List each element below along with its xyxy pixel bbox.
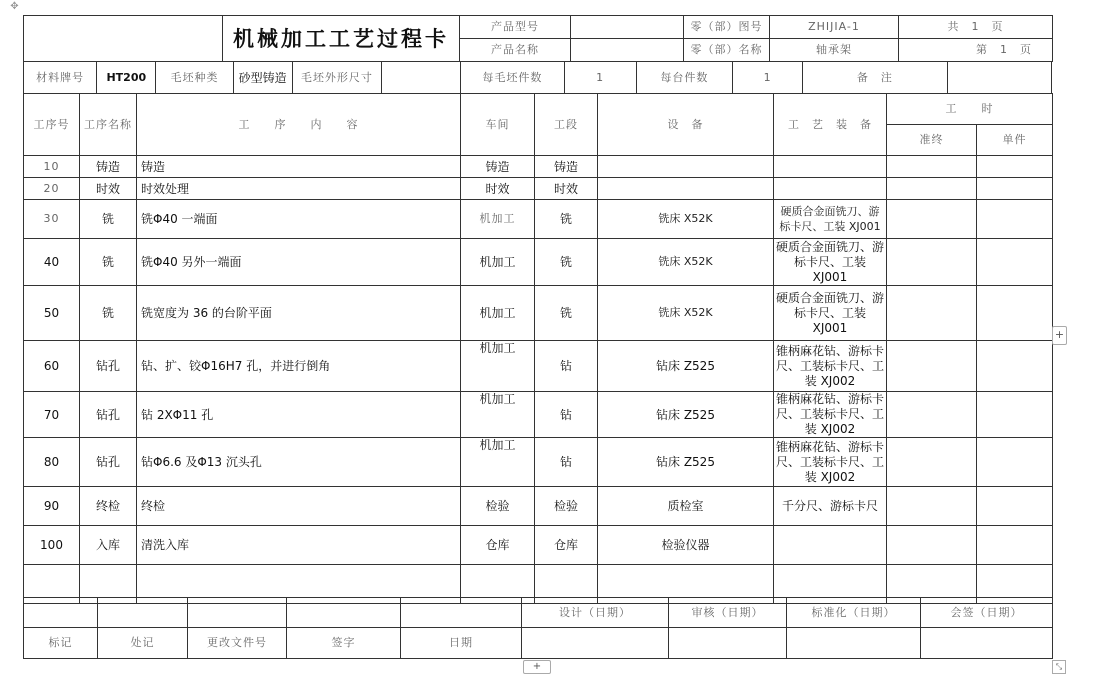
op-content-cell[interactable]: 铣Φ40 另外一端面	[137, 239, 461, 286]
tooling-cell[interactable]: 千分尺、游标卡尺	[774, 487, 887, 526]
part-name-label: 零（部）名称	[684, 39, 770, 62]
blank-type-value[interactable]: 砂型铸造	[233, 62, 292, 94]
equipment-cell[interactable]: 钻床 Z525	[598, 438, 774, 487]
col-section: 工段	[535, 94, 598, 156]
per-blank-value[interactable]: 1	[564, 62, 636, 94]
product-name-label: 产品名称	[460, 39, 571, 62]
unit-cell[interactable]	[977, 392, 1053, 438]
workshop-cell[interactable]: 机加工	[461, 200, 535, 239]
footer-blank	[188, 598, 287, 628]
workshop-cell[interactable]: 机加工	[461, 341, 535, 392]
prep-cell[interactable]	[887, 392, 977, 438]
table-row	[24, 156, 1053, 178]
workshop-cell[interactable]: 机加工	[461, 286, 535, 341]
tooling-cell[interactable]: 硬质合金面铣刀、游标卡尺、工装 XJ001	[774, 200, 887, 239]
signature-label: 签字	[287, 628, 401, 659]
col-tooling: 工 艺 装 备	[774, 94, 887, 156]
place-label: 处记	[98, 628, 188, 659]
col-equipment: 设 备	[598, 94, 774, 156]
col-hours: 工 时	[887, 94, 1053, 125]
add-column-button[interactable]: +	[1052, 326, 1067, 345]
equipment-cell[interactable]	[598, 178, 774, 200]
prep-cell[interactable]	[887, 156, 977, 178]
table-move-handle-icon[interactable]: ✥	[10, 1, 19, 12]
op-content-cell[interactable]: 时效处理	[137, 178, 461, 200]
prep-cell[interactable]	[887, 487, 977, 526]
section-cell[interactable]: 铣	[535, 286, 598, 341]
part-name-value[interactable]: 轴承架	[770, 39, 899, 62]
op-name-cell[interactable]: 终检	[80, 487, 137, 526]
header-table	[23, 15, 1053, 62]
design-date-label: 设计（日期）	[522, 598, 669, 628]
unit-cell[interactable]	[977, 286, 1053, 341]
total-pages: 共 1 页	[899, 16, 1053, 39]
col-op-no: 工序号	[24, 94, 80, 156]
part-no-label: 零（部）图号	[684, 16, 770, 39]
per-blank-label: 每毛坯件数	[461, 62, 564, 94]
prep-cell[interactable]	[887, 286, 977, 341]
part-no-value[interactable]: ZHIJIA-1	[770, 16, 899, 39]
equipment-cell[interactable]: 质检室	[598, 487, 774, 526]
footer-blank	[24, 598, 98, 628]
table-row	[24, 526, 1053, 565]
add-row-button[interactable]: +	[523, 660, 551, 674]
tooling-cell[interactable]	[774, 526, 887, 565]
equipment-cell[interactable]: 铣床 X52K	[598, 200, 774, 239]
table-row	[24, 392, 1053, 438]
op-name-cell[interactable]: 钻孔	[80, 341, 137, 392]
op-name-cell[interactable]: 铸造	[80, 156, 137, 178]
blank-size-value[interactable]	[382, 62, 461, 94]
op-content-cell[interactable]: 清洗入库	[137, 526, 461, 565]
table-resize-handle-icon[interactable]: ⤡	[1052, 660, 1066, 674]
page-number: 第 1 页	[899, 39, 1053, 62]
unit-cell[interactable]	[977, 526, 1053, 565]
blank-size-label: 毛坯外形尺寸	[292, 62, 381, 94]
footer-blank	[401, 598, 522, 628]
section-cell[interactable]: 铣	[535, 239, 598, 286]
remark-label: 备 注	[803, 62, 947, 94]
table-row	[24, 239, 1053, 286]
change-doc-label: 更改文件号	[188, 628, 287, 659]
op-content-cell[interactable]: 铣宽度为 36 的台阶平面	[137, 286, 461, 341]
countersign-date-value[interactable]	[921, 628, 1053, 659]
equipment-cell[interactable]: 钻床 Z525	[598, 341, 774, 392]
col-unit: 单件	[977, 125, 1053, 156]
remark-value[interactable]	[947, 62, 1051, 94]
equipment-cell[interactable]: 铣床 X52K	[598, 286, 774, 341]
equipment-cell[interactable]: 铣床 X52K	[598, 239, 774, 286]
workshop-cell[interactable]: 机加工	[461, 239, 535, 286]
workshop-cell[interactable]: 检验	[461, 487, 535, 526]
col-op-content: 工 序 内 容	[137, 94, 461, 156]
op-name-cell[interactable]: 钻孔	[80, 392, 137, 438]
op-no-cell[interactable]: 90	[24, 487, 80, 526]
section-cell[interactable]: 时效	[535, 178, 598, 200]
workshop-cell[interactable]: 仓库	[461, 526, 535, 565]
section-cell[interactable]: 钻	[535, 341, 598, 392]
unit-cell[interactable]	[977, 200, 1053, 239]
op-no-cell[interactable]: 60	[24, 341, 80, 392]
design-date-value[interactable]	[522, 628, 669, 659]
section-cell[interactable]: 仓库	[535, 526, 598, 565]
op-content-cell[interactable]: 终检	[137, 487, 461, 526]
blank-type-label: 毛坯种类	[156, 62, 233, 94]
table-row	[24, 200, 1053, 239]
prep-cell[interactable]	[887, 239, 977, 286]
equipment-cell[interactable]: 检验仪器	[598, 526, 774, 565]
workshop-cell[interactable]: 时效	[461, 178, 535, 200]
op-no-cell[interactable]: 30	[24, 200, 80, 239]
op-content-cell[interactable]: 铸造	[137, 156, 461, 178]
equipment-cell[interactable]	[598, 156, 774, 178]
material-table	[23, 61, 1052, 94]
op-no-cell[interactable]: 20	[24, 178, 80, 200]
per-unit-value[interactable]: 1	[733, 62, 803, 94]
op-name-cell[interactable]: 钻孔	[80, 438, 137, 487]
op-content-cell[interactable]: 钻Φ6.6 及Φ13 沉头孔	[137, 438, 461, 487]
prep-cell[interactable]	[887, 526, 977, 565]
prep-cell[interactable]	[887, 438, 977, 487]
process-table	[23, 93, 1053, 604]
tooling-cell[interactable]	[774, 178, 887, 200]
workshop-cell[interactable]: 机加工	[461, 392, 535, 438]
mark-label: 标记	[24, 628, 98, 659]
op-no-cell[interactable]: 100	[24, 526, 80, 565]
prep-cell[interactable]	[887, 341, 977, 392]
unit-cell[interactable]	[977, 178, 1053, 200]
review-date-value[interactable]	[669, 628, 787, 659]
op-no-cell[interactable]: 80	[24, 438, 80, 487]
unit-cell[interactable]	[977, 239, 1053, 286]
tooling-cell[interactable]: 硬质合金面铣刀、游标卡尺、工装 XJ001	[774, 239, 887, 286]
col-op-name: 工序名称	[80, 94, 137, 156]
op-content-cell[interactable]: 铣Φ40 一端面	[137, 200, 461, 239]
footer-table	[23, 597, 1053, 659]
col-prep: 准终	[887, 125, 977, 156]
op-no-cell[interactable]: 10	[24, 156, 80, 178]
material-value[interactable]: HT200	[97, 62, 156, 94]
prep-cell[interactable]	[887, 200, 977, 239]
table-row	[24, 286, 1053, 341]
section-cell[interactable]: 铣	[535, 200, 598, 239]
section-cell[interactable]: 检验	[535, 487, 598, 526]
tooling-cell[interactable]: 锥柄麻花钻、游标卡尺、工装标卡尺、工装 XJ002	[774, 341, 887, 392]
equipment-cell[interactable]: 钻床 Z525	[598, 392, 774, 438]
review-date-label: 审核（日期）	[669, 598, 787, 628]
unit-cell[interactable]	[977, 341, 1053, 392]
table-row	[24, 487, 1053, 526]
material-label: 材料牌号	[24, 62, 97, 94]
product-model-label: 产品型号	[460, 16, 571, 39]
tooling-cell[interactable]: 锥柄麻花钻、游标卡尺、工装标卡尺、工装 XJ002	[774, 438, 887, 487]
footer-blank	[98, 598, 188, 628]
card-title: 机械加工工艺过程卡	[223, 16, 460, 62]
workshop-cell[interactable]: 机加工	[461, 438, 535, 487]
section-cell[interactable]: 钻	[535, 438, 598, 487]
op-name-cell[interactable]: 入库	[80, 526, 137, 565]
section-cell[interactable]: 铸造	[535, 156, 598, 178]
table-row	[24, 341, 1053, 392]
per-unit-label: 每台件数	[636, 62, 732, 94]
op-name-cell[interactable]: 时效	[80, 178, 137, 200]
unit-cell[interactable]	[977, 438, 1053, 487]
header-blank	[24, 16, 223, 62]
standard-date-label: 标准化（日期）	[787, 598, 921, 628]
prep-cell[interactable]	[887, 178, 977, 200]
tooling-cell[interactable]	[774, 156, 887, 178]
op-content-cell[interactable]: 钻、扩、铰Φ16H7 孔，并进行倒角	[137, 341, 461, 392]
countersign-date-label: 会签（日期）	[921, 598, 1053, 628]
footer-blank	[287, 598, 401, 628]
op-content-cell[interactable]: 钻 2XΦ11 孔	[137, 392, 461, 438]
unit-cell[interactable]	[977, 156, 1053, 178]
product-name-value[interactable]	[571, 39, 684, 62]
section-cell[interactable]: 钻	[535, 392, 598, 438]
table-row	[24, 178, 1053, 200]
op-name-cell[interactable]: 铣	[80, 286, 137, 341]
op-no-cell[interactable]: 40	[24, 239, 80, 286]
date-label: 日期	[401, 628, 522, 659]
product-model-value[interactable]	[571, 16, 684, 39]
workshop-cell[interactable]: 铸造	[461, 156, 535, 178]
tooling-cell[interactable]: 硬质合金面铣刀、游标卡尺、工装 XJ001	[774, 286, 887, 341]
op-no-cell[interactable]: 50	[24, 286, 80, 341]
op-no-cell[interactable]: 70	[24, 392, 80, 438]
tooling-cell[interactable]: 锥柄麻花钻、游标卡尺、工装标卡尺、工装 XJ002	[774, 392, 887, 438]
col-workshop: 车间	[461, 94, 535, 156]
unit-cell[interactable]	[977, 487, 1053, 526]
op-name-cell[interactable]: 铣	[80, 239, 137, 286]
standard-date-value[interactable]	[787, 628, 921, 659]
table-row	[24, 438, 1053, 487]
op-name-cell[interactable]: 铣	[80, 200, 137, 239]
